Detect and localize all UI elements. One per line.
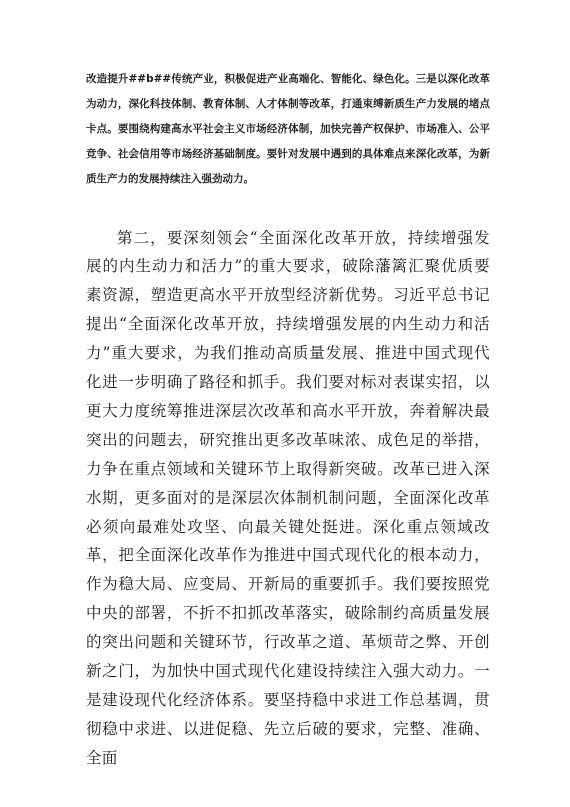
paragraph-continued: 改造提升##b##传统产业，积极促进产业高端化、智能化、绿色化。三是以深化改革为动力，深化科技体制、教育体制、人才体制等改革，打通束缚新质生产力发展的堵点卡点。要围绕构建高水平社会主义市场经济体制，加快完善产权保护、市场准入、公平竞争、社会信用等市场经济基础制度。要针对发展中遇到的具体难点来深化改革，为新质生产力的发展持续注入强劲动力。 xyxy=(86,72,490,185)
paragraph-second-point: 第二，要深刻领会“全面深化改革开放，持续增强发展的内生动力和活力”的重大要求，破除藩篱汇聚优质要素资源，塑造更高水平开放型经济新优势。习近平总书记提出“全面深化改革开放，持续增强发展的内生动力和活力”重大要求，为我们推动高质量发展、推进中国式现代化进一步明确了路径和抓手。我们要对标对表谋实招，以更大力度统筹推进深层次改革和高水平开放，奔着解决最突出的问题去，研究推出更多改革味浓、成色足的举措，力争在重点领域和关键环节上取得新突破。改革已进入深水期，更多面对的是深层次体制机制问题，全面深化改革必须向最难处攻坚、向最关键处挺进。深化重点领域改革，把全面深化改革作为推进中国式现代化的根本动力，作为稳大局、应变局、开新局的重要抓手。我们要按照党中央的部署，不折不扣抓改革落实，破除制约高质量发展的突出问题和关键环节，行改革之道、革烦苛之弊、开创新之门，为加快中国式现代化建设持续注入强大动力。一是建设现代化经济体系。要坚持稳中求进工作总基调，贯彻稳中求进、以进促稳、先立后破的要求，完整、准确、全面 xyxy=(86,228,490,767)
